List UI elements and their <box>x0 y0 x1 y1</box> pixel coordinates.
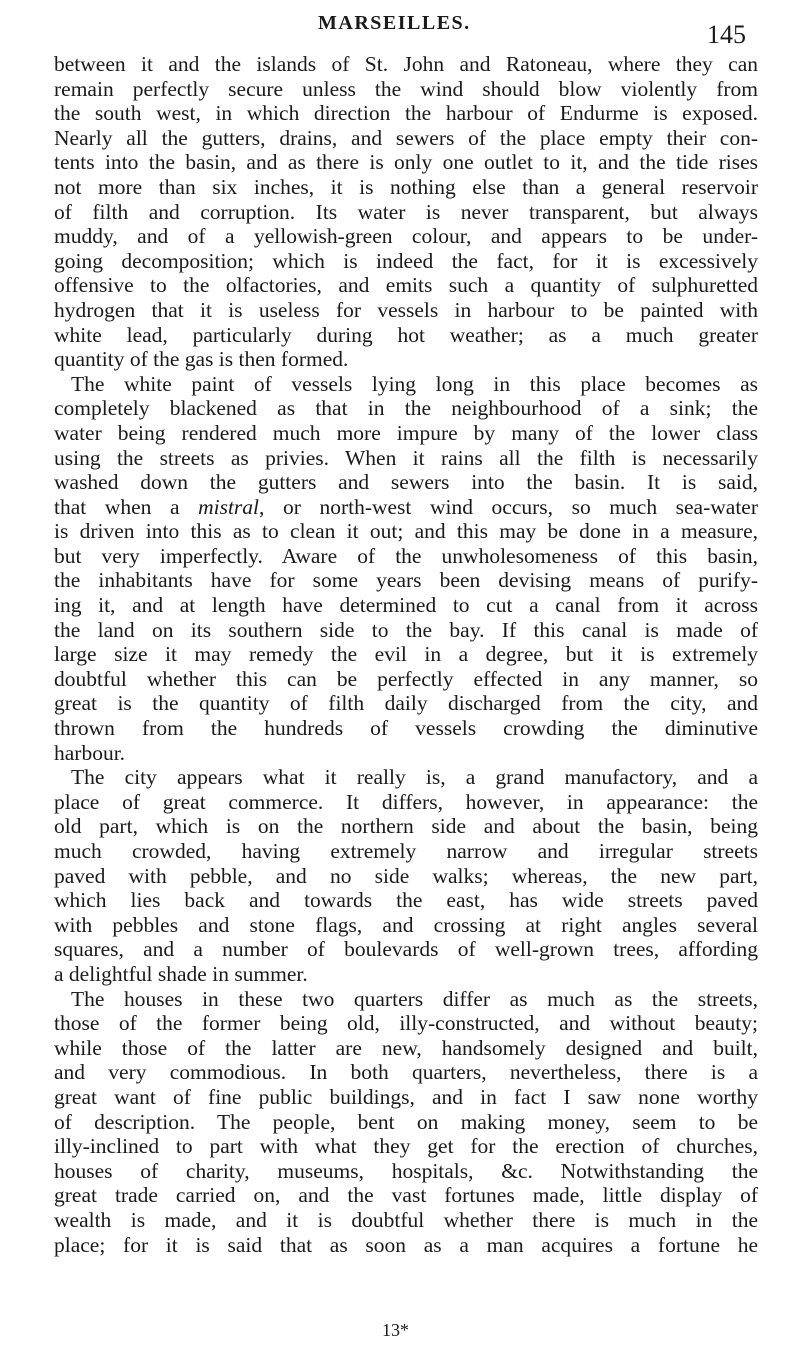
text-line: completely blackened as that in the neighbourhood of a sink; the <box>54 396 758 421</box>
text-line: white lead, particularly during hot weather; as a much greater <box>54 322 758 347</box>
text-line: of filth and corruption. Its water is never transparent, but always <box>54 199 758 224</box>
text-line: not more than six inches, it is nothing else than a general reservoir <box>54 174 758 199</box>
text-line: water being rendered much more impure by many of the lower class <box>54 420 758 445</box>
text-line: hydrogen that it is useless for vessels in harbour to be painted with <box>54 297 758 322</box>
text-line: Nearly all the gutters, drains, and sewers of the place empty their con- <box>54 125 758 150</box>
text-line: going decomposition; which is indeed the fact, for it is excessively <box>54 248 758 273</box>
text-line: houses of charity, museums, hospitals, &c. Notwithstanding the <box>54 1158 758 1183</box>
text-line: place of great commerce. It differs, however, in appearance: the <box>54 789 758 814</box>
text-line: offensive to the olfactories, and emits such a quantity of sulphuretted <box>54 273 758 298</box>
text-line: wealth is made, and it is doubtful whether there is much in the <box>54 1207 758 1232</box>
text-line: tents into the basin, and as there is only one outlet to it, and the tide rises <box>54 150 758 175</box>
text-line: paved with pebble, and no side walks; whereas, the new part, <box>54 863 758 888</box>
text-line: which lies back and towards the east, has wide streets paved <box>54 888 758 913</box>
text-line: while those of the latter are new, handsomely designed and built, <box>54 1035 758 1060</box>
text-line: using the streets as privies. When it rains all the filth is necessarily <box>54 445 758 470</box>
text-line: with pebbles and stone flags, and crossing at right angles several <box>54 912 758 937</box>
text-line: illy-inclined to part with what they get for the erection of churches, <box>54 1134 758 1159</box>
text-line: the south west, in which direction the harbour of Endurme is exposed. <box>54 101 758 126</box>
text-line: and very commodious. In both quarters, nevertheless, there is a <box>54 1060 758 1085</box>
text-line: thrown from the hundreds of vessels crowding the diminutive <box>54 716 758 741</box>
text-line: The houses in these two quarters differ as much as the streets, <box>71 986 758 1011</box>
text-line: old part, which is on the northern side and about the basin, being <box>54 814 758 839</box>
text-line: of description. The people, bent on making money, seem to be <box>54 1109 758 1134</box>
text-line: large size it may remedy the evil in a degree, but it is extremely <box>54 642 758 667</box>
text-line: The city appears what it really is, a grand manufactory, and a <box>71 765 758 790</box>
text-line: much crowded, having extremely narrow and irregular streets <box>54 839 758 863</box>
text-line: great is the quantity of filth daily discharged from the city, and <box>54 691 758 716</box>
text-line: quantity of the gas is then formed. <box>54 347 349 372</box>
text-line: doubtful whether this can be perfectly effected in any manner, so <box>54 666 758 691</box>
text-line: that when a mistral, or north-west wind occurs, so much sea-water <box>54 494 758 519</box>
text-line: The white paint of vessels lying long in this place becomes as <box>71 371 758 396</box>
text-line: those of the former being old, illy-constructed, and without beauty; <box>54 1011 758 1036</box>
text-line: the land on its southern side to the bay. If this canal is made of <box>54 617 758 642</box>
text-line: great trade carried on, and the vast fortunes made, little display of <box>54 1183 758 1208</box>
text-line: but very imperfectly. Aware of the unwholesomeness of this basin, <box>54 543 758 568</box>
text-line: washed down the gutters and sewers into the basin. It is said, <box>54 470 758 495</box>
signature-mark: 13* <box>382 1320 409 1340</box>
text-line: is driven into this as to clean it out; and this may be done in a measure, <box>54 519 758 544</box>
text-line: squares, and a number of boulevards of well-grown trees, affording <box>54 937 758 962</box>
text-line: place; for it is said that as soon as a man acquires a fortune he <box>54 1232 758 1257</box>
italic-term: mistral <box>198 494 260 519</box>
text-line: great want of fine public buildings, and in fact I saw none worthy <box>54 1084 758 1109</box>
text-line: between it and the islands of St. John and Ratoneau, where they can <box>54 52 758 76</box>
text-line: ing it, and at length have determined to cut a canal from it across <box>54 593 758 618</box>
running-head <box>0 6 800 49</box>
text-line: a delightful shade in summer. <box>54 961 308 986</box>
text-line: remain perfectly secure unless the wind should blow violently from <box>54 76 758 101</box>
text-line: the inhabitants have for some years been devising means of purify- <box>54 568 758 593</box>
page-number: 145 <box>707 20 746 49</box>
text-line: muddy, and of a yellowish-green colour, and appears to be under- <box>54 224 758 249</box>
body-text <box>54 52 758 1257</box>
text-line: harbour. <box>54 740 126 765</box>
running-title: MARSEILLES. <box>318 12 471 34</box>
